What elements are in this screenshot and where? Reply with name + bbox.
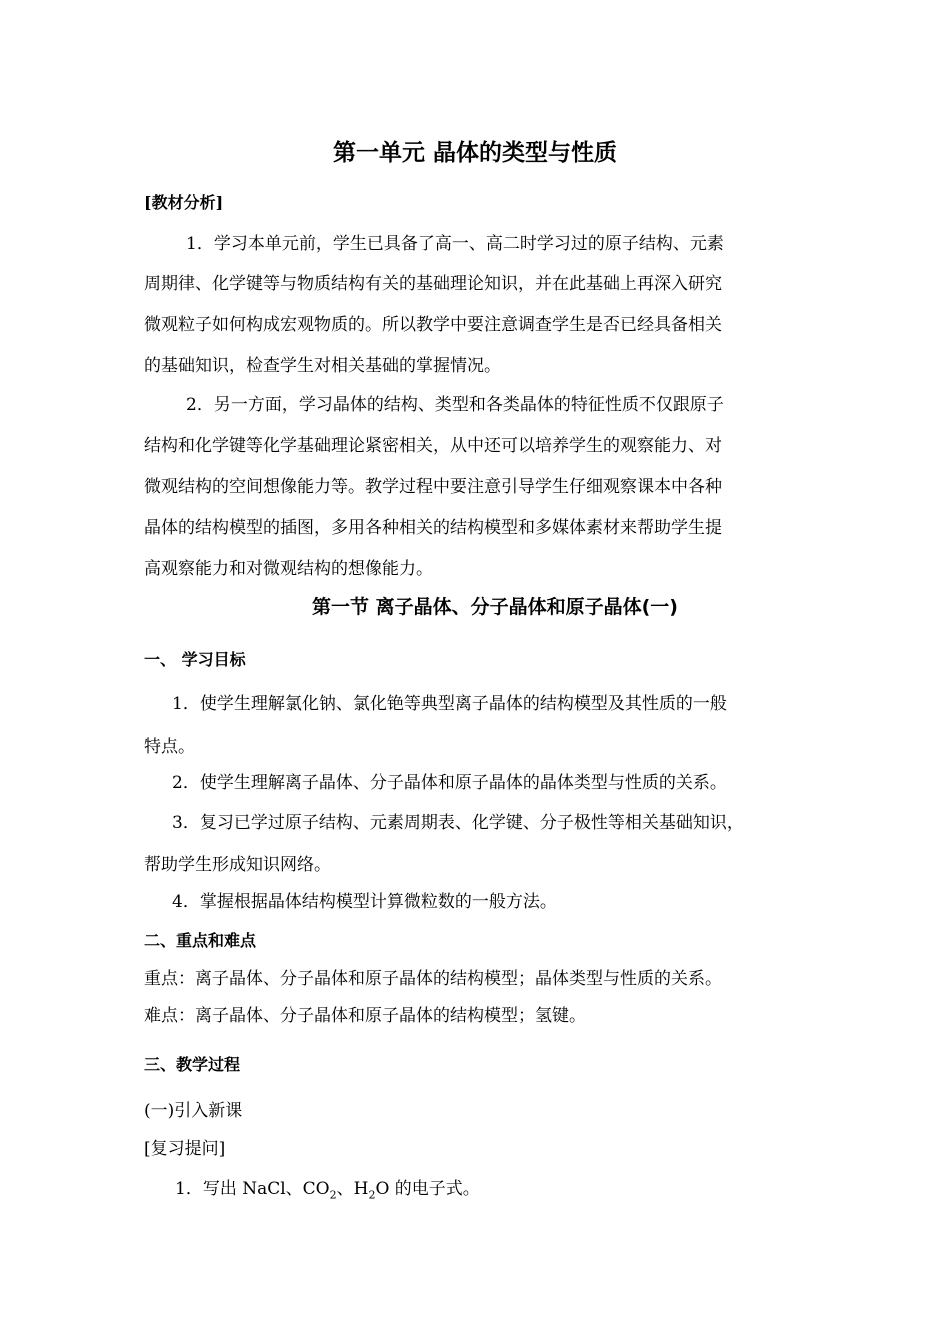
question-1-suffix: O 的电子式。: [375, 1179, 480, 1199]
section-title: 第一节 离子晶体、分子晶体和原子晶体(一): [312, 596, 678, 618]
key-point: 重点：离子晶体、分子晶体和原子晶体的结构模型；晶体类型与性质的关系。: [144, 969, 722, 989]
analysis-p2-line2: 结构和化学键等化学基础理论紧密相关，从中还可以培养学生的观察能力、对: [144, 436, 722, 456]
unit-title: 第一单元 晶体的类型与性质: [332, 140, 617, 166]
goal-4: 4．掌握根据晶体结构模型计算微粒数的一般方法。: [172, 892, 557, 912]
key-heading: 二、重点和难点: [144, 931, 257, 950]
intro-heading: (一)引入新课: [144, 1101, 243, 1121]
analysis-p1-line1: 1．学习本单元前，学生已具备了高一、高二时学习过的原子结构、元素: [186, 234, 724, 254]
goal-2: 2．使学生理解离子晶体、分子晶体和原子晶体的晶体类型与性质的关系。: [172, 773, 727, 793]
analysis-p2-line5: 高观察能力和对微观结构的想像能力。: [144, 559, 433, 579]
goal-3-line2: 帮助学生形成知识网络。: [144, 855, 331, 875]
analysis-p1-line3: 微观粒子如何构成宏观物质的。所以教学中要注意调查学生是否已经具备相关: [144, 315, 722, 335]
goal-1-line2: 特点。: [144, 737, 195, 757]
goal-1-line1: 1．使学生理解氯化钠、氯化铯等典型离子晶体的结构模型及其性质的一般: [172, 694, 727, 714]
question-1: [175, 1174, 480, 1202]
analysis-p1-line4: 的基础知识，检查学生对相关基础的掌握情况。: [144, 356, 501, 376]
analysis-heading: [教材分析]: [144, 193, 224, 212]
analysis-p2-line1: 2．另一方面，学习晶体的结构、类型和各类晶体的特征性质不仅跟原子: [186, 395, 724, 415]
analysis-p2-line3: 微观结构的空间想像能力等。教学过程中要注意引导学生仔细观察课本中各种: [144, 477, 722, 497]
difficulty: 难点：离子晶体、分子晶体和原子晶体的结构模型；氢键。: [144, 1006, 586, 1026]
analysis-p2-line4: 晶体的结构模型的插图，多用各种相关的结构模型和多媒体素材来帮助学生提: [144, 518, 722, 538]
question-1-prefix: 1．写出 NaCl、CO: [175, 1179, 330, 1199]
co2-subscript: 2: [329, 1188, 337, 1202]
analysis-p1-line2: 周期律、化学键等与物质结构有关的基础理论知识，并在此基础上再深入研究: [144, 274, 722, 294]
goals-heading: 一、 学习目标: [144, 650, 246, 669]
process-heading: 三、教学过程: [144, 1055, 241, 1074]
review-heading: [复习提问]: [144, 1139, 226, 1159]
goal-3-line1: 3．复习已学过原子结构、元素周期表、化学键、分子极性等相关基础知识，: [172, 813, 744, 833]
question-1-mid: 、H: [336, 1179, 369, 1199]
h2o-subscript: 2: [368, 1188, 376, 1202]
